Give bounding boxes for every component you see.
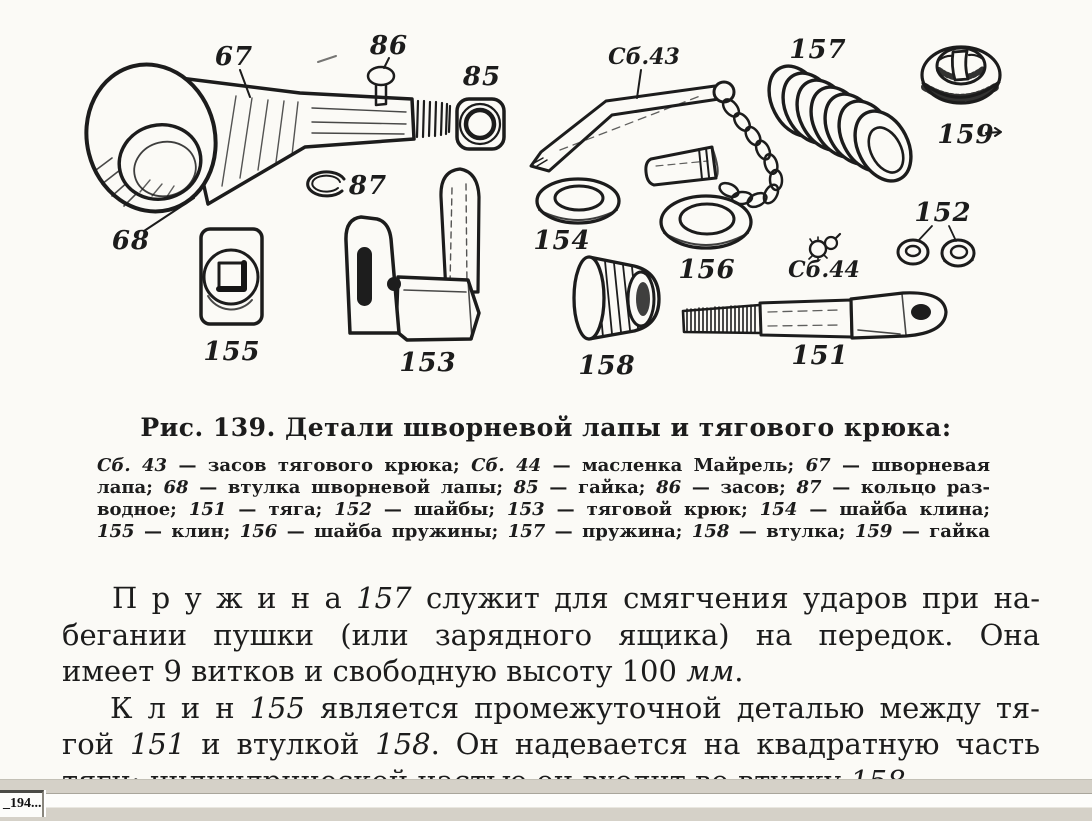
part-label-151: 151: [791, 341, 849, 371]
part-label-157: 157: [789, 35, 847, 65]
part-label-87: 87: [348, 171, 388, 201]
text-line: [62, 726, 1040, 763]
text-segment: — тяговой крюк;: [544, 499, 760, 520]
text-segment: — гайка;: [538, 477, 657, 498]
text-segment: — шайба клина;: [797, 499, 991, 520]
text-segment: 158: [691, 521, 730, 542]
text-segment: Сб. 43: [97, 455, 168, 476]
text-segment: 151: [188, 499, 227, 520]
text-segment: — засов;: [681, 477, 797, 498]
part-label-153: 153: [399, 348, 457, 378]
text-segment: . Он надевается на квадратную часть: [430, 727, 1040, 761]
text-segment: мм: [686, 654, 735, 688]
text-line: [62, 617, 1040, 654]
text-line: [62, 580, 1040, 617]
part-label-sb43: Сб.43: [608, 44, 680, 70]
text-segment: — масленка Майрель;: [541, 455, 806, 476]
part-wedge-155: [201, 229, 262, 324]
text-line: [97, 499, 990, 521]
part-label-86: 86: [369, 31, 409, 61]
text-line: [97, 455, 990, 477]
text-segment: 155: [249, 690, 305, 725]
part-nut-159: [922, 47, 1000, 103]
text-segment: лапа;: [97, 477, 164, 498]
figure-caption-legend: [97, 455, 990, 543]
text-segment: — втулка;: [729, 521, 855, 542]
text-segment: 152: [334, 499, 372, 520]
part-split-ring-87: [308, 172, 344, 196]
part-label-85: 85: [462, 62, 502, 92]
part-label-154: 154: [533, 226, 591, 256]
text-segment: Сб. 44: [471, 455, 542, 476]
text-segment: — засов тягового крюка;: [167, 455, 472, 476]
text-segment: .: [734, 654, 744, 688]
part-label-67: 67: [214, 42, 254, 72]
text-segment: К л и н: [110, 690, 250, 725]
part-bushing-158: [574, 257, 659, 339]
text-segment: — клин;: [134, 521, 240, 542]
part-label-sb44: Сб.44: [788, 257, 860, 283]
text-segment: — шайбы;: [371, 499, 508, 520]
text-segment: имеет 9 витков и свободную высоту 100: [62, 654, 687, 688]
part-spring-157: [758, 57, 922, 191]
text-segment: служит для смягчения ударов при на-: [411, 581, 1040, 615]
text-segment: бегании пушки (или зарядного ящика) на передок. Она: [62, 617, 1040, 652]
text-segment: и втулкой: [185, 727, 376, 761]
text-segment: 87: [796, 477, 822, 498]
text-line: [97, 521, 990, 543]
text-segment: 154: [759, 499, 798, 520]
part-washer-154: [537, 179, 619, 223]
body-text: [62, 580, 1040, 799]
text-segment: 85: [513, 477, 539, 498]
part-label-156: 156: [678, 255, 736, 285]
text-segment: — тяга;: [226, 499, 335, 520]
text-segment: 155: [97, 521, 135, 542]
text-segment: — пружина;: [545, 521, 692, 542]
part-nut-85: [457, 99, 504, 149]
text-segment: 156: [239, 521, 278, 542]
text-segment: 158: [375, 727, 431, 761]
taskbar: [0, 779, 1092, 821]
text-segment: 151: [129, 727, 186, 761]
part-label-159: 159: [937, 120, 995, 150]
text-segment: 159: [854, 521, 893, 542]
figure-caption-title: Рис. 139. Детали шворневой лапы и тягового крюка:: [140, 413, 952, 442]
text-segment: является промежуточной деталью между тя-: [304, 690, 1040, 725]
part-label-68: 68: [111, 226, 151, 256]
text-segment: водное;: [97, 499, 189, 520]
taskbar-button[interactable]: _194...: [0, 790, 44, 817]
part-tie-rod-151: [683, 293, 946, 338]
part-label-152: 152: [914, 198, 972, 228]
text-segment: 86: [656, 477, 682, 498]
text-line: [62, 653, 1040, 690]
text-segment: — кольцо раз-: [821, 477, 990, 498]
text-segment: 67: [805, 455, 831, 476]
text-segment: 157: [507, 521, 546, 542]
part-label-155: 155: [203, 337, 261, 367]
taskbar-strip: [0, 793, 1092, 808]
text-line: [62, 690, 1040, 727]
part-washers-152: [898, 226, 974, 266]
text-segment: 68: [163, 477, 189, 498]
text-line: [97, 477, 990, 499]
text-segment: — втулка шворневой лапы;: [188, 477, 514, 498]
text-segment: — шворневая: [830, 455, 990, 476]
text-segment: П р у ж и н а: [112, 581, 357, 615]
text-segment: гой: [62, 727, 130, 761]
part-label-158: 158: [578, 351, 636, 381]
text-segment: — гайка: [892, 521, 990, 542]
text-segment: 153: [507, 499, 545, 520]
text-segment: — шайба пружины;: [277, 521, 508, 542]
text-segment: 157: [356, 581, 412, 615]
